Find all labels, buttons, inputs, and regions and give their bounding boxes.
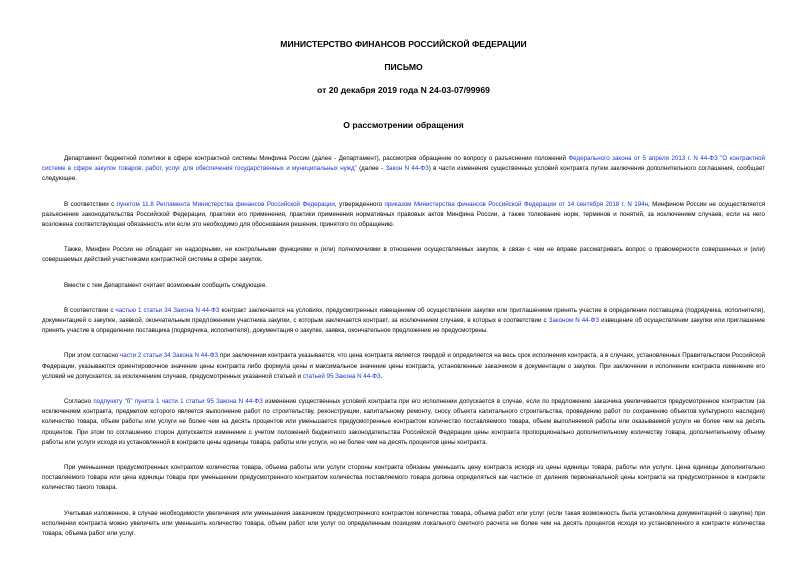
link-order-194n[interactable]: приказом Министерства финансов Российской Федерации от 14 сентября 2018 г. N 194н	[384, 200, 649, 208]
link-reglament-11-8[interactable]: пунктом 11.8 Регламента Министерства финансов Российской Федерации	[116, 200, 335, 208]
paragraph-5	[42, 306, 765, 337]
text: извещение об осуществлении закупки или приглашение принять участие в определении поставщика (подрядчика, исполнителя), документация о закупке, заявка, окончательное предложение не предусмотрены.	[42, 317, 765, 335]
link-part2-art34[interactable]: части 2 статьи 34 Закона N 44-ФЗ	[120, 352, 219, 360]
link-law-44fz[interactable]: Закон N 44-ФЗ	[385, 165, 429, 173]
paragraph-3: Также, Минфин России не обладает ни надзорными, ни контрольными функциями и (или) полномочиями в отношении осуществляемых закупок, в связи с чем не вправе рассматривать вопрос о правомерности совершенных и (или) совершаемых действий участниками контрактной системы в сфере закупок.	[42, 246, 765, 264]
link-part1-art34[interactable]: частью 1 статьи 34 Закона N 44-ФЗ	[115, 306, 220, 314]
paragraph-7	[42, 397, 765, 448]
paragraph-9: Учитывая изложенное, в случае необходимости увеличения или уменьшения заказчиком предусмотренного контрактом количества товара, объема работ или услуг (если такая возможность была установлена документацией о закупке) при исполнении контракта можно увеличить или уменьшить количество товара, объем работ или услуг по определенным позициям локального сметного расчета не более чем на десять процентов исходя из установленного в контракте количества товара, объема работ или услуг.	[42, 509, 765, 538]
paragraph-6	[42, 351, 765, 382]
text: , утвержденного	[334, 200, 385, 208]
paragraph-4: Вместе с тем Департамент считает возможным сообщить следующее.	[64, 281, 267, 289]
paragraph-2	[42, 200, 765, 231]
text: , Минфином России не осуществляется разъяснение законодательства Российской Федерации, практики его применения, практики применения нормативных правовых актов Минфина России, а также толкование норм, терминов и понятий, за исключением случаев, если на него возложена соответствующая обязанность или если это необходимо для обоснования решения, принятого по обращению.	[42, 200, 766, 229]
document-body	[42, 154, 765, 539]
text: Департамент бюджетной политики в сфере контрактной системы Минфина России (далее - Департамент), рассмотрев обращение по вопросу о разъяснении положений	[64, 155, 569, 162]
text: изменение существенных условий контракта при его исполнении допускается в случае, если по предложению заказчика увеличивается предусмотренное контрактом (за исключением контракта, предметом которого является выполнение работ по строительству, реконструкции, капитальному ремонту, сносу объекта капитального строительства, проведению работ по сохранению объектов культурного наследия) количество товара, объем работы или услуги не более чем на десять процентов или уменьшается предусмотренные контрактом количество поставляемого товара, объем выполняемой работы или оказываемой услуги не более чем на десять процентов. При этом по соглашению сторон допускается изменение с учетом положений бюджетного законодательства Российской Федерации цены контракта пропорционально дополнительному количеству товара, дополнительному объему работы или услуги исходя из установленной в контракте цены единицы товара, работы или услуги, но не более чем на десять процентов цены контракта.	[42, 398, 765, 446]
text: .	[380, 372, 383, 380]
text: при заключении контракта указывается, что цена контракта является твердой и определяется на весь срок исполнения контракта, а в случаях, установленных Правительством Российской Федерации, указываются ориентировочное значение цены контракта либо формула цены и максимальное значение цены контракта, установленные заказчиком в документации о закупке. При заключении и исполнении контракта изменение его условий не допускается, за исключением случаев, предусмотренных указанной статьей и	[42, 352, 765, 380]
text: В соответствии с	[64, 200, 117, 208]
link-federal-law-44fz[interactable]: Федерального закона от 5 апреля 2013 г. N 44-ФЗ "О контрактной системе в сфере закупок товаров, работ, услуг для обеспечения государственных и муниципальных нужд"	[42, 155, 765, 173]
link-art95-subpoint-b[interactable]: подпункту "б" пункта 1 части 1 статьи 95 Закона N 44-ФЗ	[93, 398, 263, 406]
link-art95[interactable]: статьей 95 Закона N 44-ФЗ	[302, 372, 381, 380]
text: (далее -	[356, 165, 386, 173]
document-type: ПИСЬМО	[384, 62, 423, 72]
paragraph-1	[42, 154, 765, 185]
link-law-44fz[interactable]: Законом N 44-ФЗ	[548, 317, 600, 325]
text: При этом согласно	[64, 352, 121, 360]
text: Согласно	[64, 398, 94, 406]
document-date-number: от 20 декабря 2019 года N 24-03-07/99969	[317, 85, 490, 95]
paragraph-8: При уменьшении предусмотренных контрактом количества товара, объема работы или услуги стороны контракта обязаны уменьшить цену контракта исходя из цены единицы товара, работы или услуги. Цена единицы дополнительно поставляемого товара или цена единицы товара при уменьшении предусмотренного контрактом количества поставляемого товара должна определяться как частное от деления первоначальной цены контракта на предусмотренное в контракте количество такого товара.	[42, 464, 765, 492]
document-subject: О рассмотрении обращения	[343, 120, 464, 130]
text: ) в части изменения существенных условий контракта путем заключения дополнительного соглашения, сообщает следующее.	[42, 165, 766, 183]
text: В соответствии с	[64, 306, 116, 314]
text: контракт заключается на условиях, предусмотренных извещением об осуществлении закупки или приглашением принять участие в определении поставщика (подрядчика, исполнителя), документацией о закупке, заявкой, окончательным предложением участника закупки, с которым заключается контракт, за исключением случаев, в которых в соответствии с	[42, 306, 765, 325]
ministry-title: МИНИСТЕРСТВО ФИНАНСОВ РОССИЙСКОЙ ФЕДЕРАЦИИ	[280, 39, 527, 49]
